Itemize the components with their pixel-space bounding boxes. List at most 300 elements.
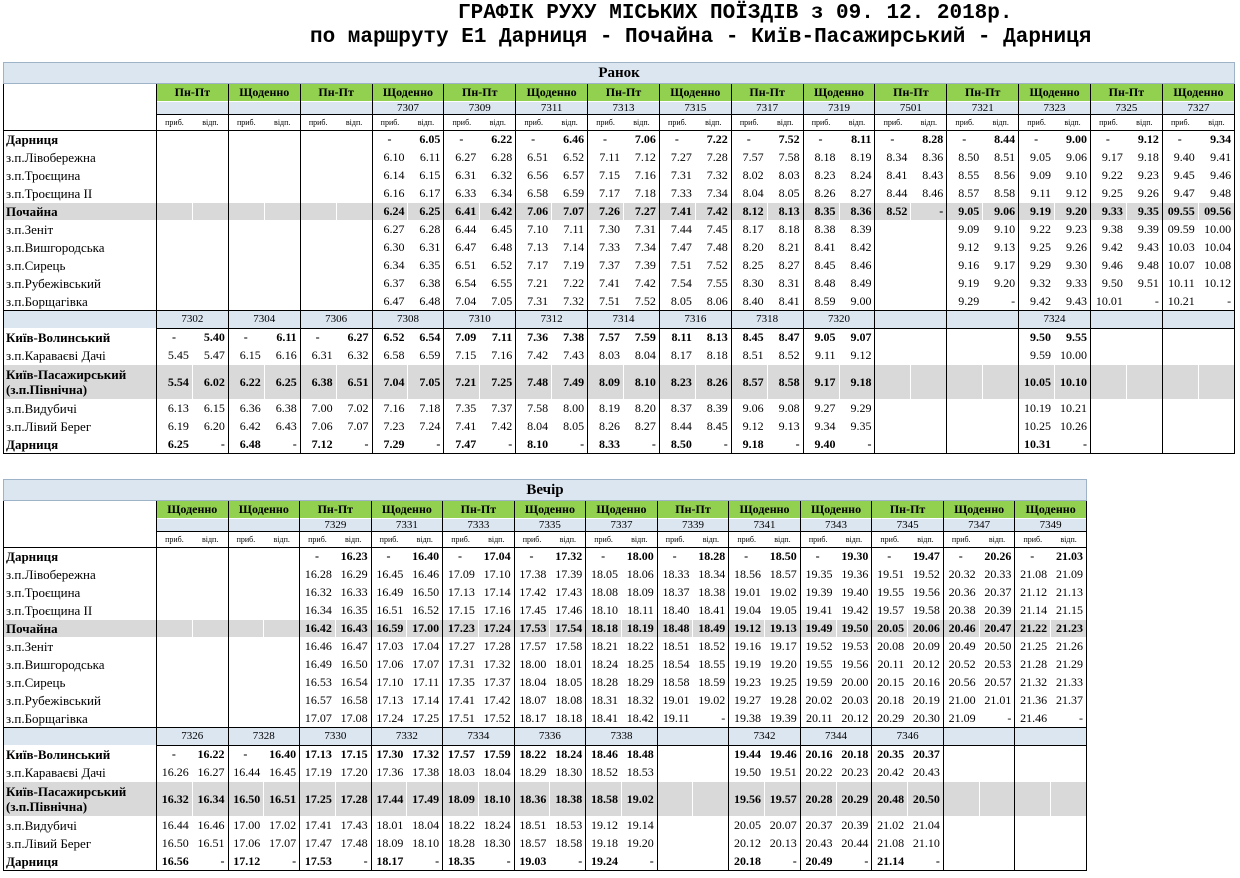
arrival-time: 6.27 [372, 221, 408, 239]
departure-time: 8.04 [623, 347, 659, 365]
arrival-time: 7.15 [588, 167, 624, 185]
departure-time: 7.38 [552, 329, 588, 347]
departure-time: 9.35 [1126, 203, 1162, 221]
train-days: Щоденно [659, 84, 731, 102]
arrival-time: 17.53 [300, 853, 336, 871]
departure-time [336, 275, 372, 293]
departure-time: 20.39 [836, 817, 872, 835]
departure-time: 9.00 [839, 293, 875, 311]
departure-time: - [1051, 710, 1087, 728]
arrival-time [228, 656, 264, 674]
arrival-label: приб. [586, 532, 622, 548]
arrival-time: 18.21 [586, 638, 622, 656]
departure-time: 6.55 [480, 275, 516, 293]
departure-time: 18.19 [621, 620, 657, 638]
train-days: Щоденно [514, 501, 586, 519]
station-name: з.п.Вишгородська [4, 239, 157, 257]
departure-time: 6.38 [408, 275, 444, 293]
train-number: 7332 [371, 728, 443, 746]
arrival-time: 6.38 [300, 365, 336, 400]
departure-time: 17.28 [478, 638, 514, 656]
arrival-time [157, 257, 193, 275]
arrival-time: 18.24 [586, 656, 622, 674]
departure-time: 6.35 [408, 257, 444, 275]
arrival-time [300, 167, 336, 185]
train-days: Щоденно [1162, 84, 1234, 102]
train-days: Пн-Пт [657, 501, 729, 519]
header-blank [4, 311, 157, 329]
train-number [157, 519, 229, 532]
departure-time [693, 782, 729, 817]
train-number: 7314 [588, 311, 660, 329]
arrival-time: 16.34 [300, 602, 336, 620]
arrival-time: 9.47 [1162, 185, 1198, 203]
train-number [943, 728, 1015, 746]
arrival-time: 16.44 [228, 764, 264, 782]
train-number: 7316 [659, 311, 731, 329]
departure-time: 9.18 [839, 365, 875, 400]
departure-time: 6.28 [408, 221, 444, 239]
train-number [875, 311, 947, 329]
departure-time: - [335, 853, 371, 871]
departure-time: - [836, 853, 872, 871]
departure-label: відп. [983, 115, 1019, 131]
departure-time: 19.42 [836, 602, 872, 620]
arrival-time [657, 746, 693, 764]
departure-time: 17.11 [407, 674, 443, 692]
arrival-time: 9.11 [803, 347, 839, 365]
departure-time [1198, 436, 1234, 454]
departure-time: 7.12 [623, 149, 659, 167]
departure-time: 21.10 [908, 835, 944, 853]
arrival-time: 8.48 [803, 275, 839, 293]
arrival-time: 21.32 [1015, 674, 1051, 692]
arrival-time [1015, 817, 1051, 835]
arrival-time [228, 185, 264, 203]
train-days: Щоденно [516, 84, 588, 102]
departure-time: - [911, 203, 947, 221]
arrival-time: 19.23 [729, 674, 765, 692]
departure-time: 8.13 [767, 203, 803, 221]
arrival-time: 7.21 [516, 275, 552, 293]
arrival-time: 7.57 [588, 329, 624, 347]
train-days: Пн-Пт [872, 501, 944, 519]
departure-time: 19.17 [765, 638, 801, 656]
arrival-time: 18.05 [586, 566, 622, 584]
departure-time: 9.17 [983, 257, 1019, 275]
departure-time: - [407, 853, 443, 871]
station-name: з.п.Видубичі [4, 400, 157, 418]
arrival-label: приб. [372, 115, 408, 131]
arrival-time: 6.30 [372, 239, 408, 257]
departure-time: 19.40 [836, 584, 872, 602]
arrival-time: 9.19 [1019, 203, 1055, 221]
arrival-time: 8.20 [731, 239, 767, 257]
departure-time: 9.35 [839, 418, 875, 436]
departure-time [264, 620, 300, 638]
departure-time [264, 149, 300, 167]
arrival-time: 8.26 [803, 185, 839, 203]
arrival-time: 18.01 [371, 817, 407, 835]
arrival-time: 20.11 [800, 710, 836, 728]
arrival-time: - [729, 548, 765, 566]
departure-time: 8.58 [767, 365, 803, 400]
arrival-time: 8.35 [803, 203, 839, 221]
departure-time [911, 275, 947, 293]
arrival-time: 6.44 [444, 221, 480, 239]
arrival-time: - [1090, 131, 1126, 149]
departure-time [911, 293, 947, 311]
arrival-time: 6.31 [300, 347, 336, 365]
train-days: Щоденно [729, 501, 801, 519]
departure-time [336, 149, 372, 167]
departure-time [1126, 400, 1162, 418]
arrival-time: 7.41 [444, 418, 480, 436]
arrival-time [300, 293, 336, 311]
arrival-time: 21.22 [1015, 620, 1051, 638]
arrival-time: 17.27 [443, 638, 479, 656]
train-number: 7315 [659, 102, 731, 115]
departure-time: - [192, 436, 228, 454]
train-days: Пн-Пт [443, 501, 515, 519]
station-name: з.п.Троєщина [4, 584, 157, 602]
arrival-time: 17.36 [371, 764, 407, 782]
train-days: Пн-Пт [1090, 84, 1162, 102]
train-days: Щоденно [157, 501, 229, 519]
arrival-time: 7.00 [300, 400, 336, 418]
arrival-time: 16.26 [157, 764, 193, 782]
departure-time: 7.37 [480, 400, 516, 418]
departure-time: 9.07 [839, 329, 875, 347]
train-number: 7302 [157, 311, 229, 329]
arrival-time: 9.29 [947, 293, 983, 311]
arrival-time: 9.18 [731, 436, 767, 454]
arrival-label: приб. [1019, 115, 1055, 131]
arrival-time [657, 853, 693, 871]
departure-time [264, 710, 300, 728]
arrival-time [875, 418, 911, 436]
arrival-time: 17.23 [443, 620, 479, 638]
departure-time [1126, 436, 1162, 454]
departure-time: 19.52 [908, 566, 944, 584]
arrival-time: 7.42 [516, 347, 552, 365]
departure-time: 10.00 [1055, 347, 1091, 365]
arrival-time: 19.59 [800, 674, 836, 692]
departure-time: 10.12 [1198, 275, 1234, 293]
arrival-time: 7.09 [444, 329, 480, 347]
arrival-time: 17.41 [443, 692, 479, 710]
departure-time: 9.08 [767, 400, 803, 418]
departure-time: 18.10 [407, 835, 443, 853]
departure-time [192, 275, 228, 293]
departure-time [1051, 835, 1087, 853]
departure-time: 8.46 [839, 257, 875, 275]
arrival-time [1162, 418, 1198, 436]
arrival-time: 16.46 [300, 638, 336, 656]
departure-time: 6.48 [480, 239, 516, 257]
departure-time: 8.05 [552, 418, 588, 436]
arrival-time: 21.14 [1015, 602, 1051, 620]
departure-time: 9.23 [1126, 167, 1162, 185]
departure-time: 20.37 [908, 746, 944, 764]
arrival-time: 8.26 [588, 418, 624, 436]
arrival-time [300, 275, 336, 293]
departure-time: 10.08 [1198, 257, 1234, 275]
departure-label: відп. [407, 532, 443, 548]
arrival-time: 7.47 [444, 436, 480, 454]
arrival-time: 9.19 [947, 275, 983, 293]
station-name: Почайна [4, 620, 157, 638]
arrival-time [943, 835, 979, 853]
arrival-time: 20.56 [943, 674, 979, 692]
departure-time: 17.38 [407, 764, 443, 782]
departure-time: 17.20 [335, 764, 371, 782]
arrival-time [875, 436, 911, 454]
departure-time [336, 185, 372, 203]
departure-time: 6.59 [552, 185, 588, 203]
departure-time: 17.39 [550, 566, 586, 584]
departure-time: - [908, 853, 944, 871]
departure-time [336, 203, 372, 221]
departure-time: 8.49 [839, 275, 875, 293]
departure-time: 6.32 [336, 347, 372, 365]
arrival-time: 17.53 [514, 620, 550, 638]
arrival-time: 7.54 [659, 275, 695, 293]
arrival-time: 7.10 [516, 221, 552, 239]
arrival-time: 16.59 [371, 620, 407, 638]
arrival-time: 6.54 [444, 275, 480, 293]
departure-time: 17.14 [478, 584, 514, 602]
arrival-time: 18.40 [657, 602, 693, 620]
arrival-label: приб. [444, 115, 480, 131]
departure-time: 20.00 [836, 674, 872, 692]
arrival-time: 17.03 [371, 638, 407, 656]
departure-time: 16.51 [192, 835, 228, 853]
arrival-time [875, 400, 911, 418]
arrival-time: 6.58 [516, 185, 552, 203]
train-days: Щоденно [1015, 501, 1087, 519]
departure-time [192, 674, 228, 692]
arrival-time: 7.31 [659, 167, 695, 185]
arrival-time: - [300, 548, 336, 566]
arrival-time: 17.09 [443, 566, 479, 584]
arrival-label: приб. [228, 532, 264, 548]
arrival-time: 7.41 [659, 203, 695, 221]
departure-time: 20.39 [979, 602, 1015, 620]
arrival-label: приб. [588, 115, 624, 131]
train-number: 7337 [586, 519, 658, 532]
arrival-time: 16.44 [157, 817, 193, 835]
departure-time: 18.08 [550, 692, 586, 710]
departure-time: 10.00 [1198, 221, 1234, 239]
departure-time: 8.06 [695, 293, 731, 311]
departure-time: - [480, 436, 516, 454]
arrival-time [300, 203, 336, 221]
arrival-time: 21.02 [872, 817, 908, 835]
departure-time: 18.18 [550, 710, 586, 728]
arrival-time [1015, 746, 1051, 764]
departure-time: 20.09 [908, 638, 944, 656]
arrival-time: 9.50 [1090, 275, 1126, 293]
departure-time: 17.25 [407, 710, 443, 728]
departure-time: 16.29 [335, 566, 371, 584]
arrival-time: 19.44 [729, 746, 765, 764]
arrival-time [157, 710, 193, 728]
arrival-time [875, 329, 911, 347]
arrival-time: 6.47 [444, 239, 480, 257]
departure-time: 8.42 [839, 239, 875, 257]
arrival-time: 19.39 [800, 584, 836, 602]
station-name: з.п.Зеніт [4, 638, 157, 656]
arrival-time: 7.17 [588, 185, 624, 203]
arrival-time: 9.17 [1090, 149, 1126, 167]
arrival-time: 6.33 [444, 185, 480, 203]
departure-time [264, 131, 300, 149]
departure-time: 9.26 [1055, 239, 1091, 257]
arrival-label: приб. [800, 532, 836, 548]
arrival-time: 8.37 [659, 400, 695, 418]
arrival-time: 8.57 [731, 365, 767, 400]
arrival-time: 9.17 [803, 365, 839, 400]
arrival-time [947, 365, 983, 400]
station-name: з.п.Лівобережна [4, 149, 157, 167]
train-number [300, 102, 372, 115]
arrival-time: 20.28 [800, 782, 836, 817]
arrival-time [947, 329, 983, 347]
arrival-time [943, 782, 979, 817]
departure-time [192, 221, 228, 239]
arrival-time: 10.19 [1019, 400, 1055, 418]
arrival-time [157, 548, 193, 566]
arrival-time [157, 584, 193, 602]
departure-time: 6.57 [552, 167, 588, 185]
departure-time: 9.48 [1198, 185, 1234, 203]
departure-time: - [839, 436, 875, 454]
train-number: 7338 [586, 728, 658, 746]
arrival-time: 18.33 [657, 566, 693, 584]
arrival-time: 8.44 [875, 185, 911, 203]
departure-time: 16.34 [192, 782, 228, 817]
departure-time: 8.03 [767, 167, 803, 185]
arrival-time: 19.27 [729, 692, 765, 710]
arrival-time [157, 620, 193, 638]
arrival-time: 8.50 [659, 436, 695, 454]
station-name: з.п.Рубежівський [4, 275, 157, 293]
departure-time [911, 257, 947, 275]
departure-time [693, 764, 729, 782]
departure-time: 18.38 [550, 782, 586, 817]
train-number: 7323 [1019, 102, 1091, 115]
departure-time: - [1126, 293, 1162, 311]
departure-time: 6.46 [552, 131, 588, 149]
arrival-time: 18.37 [657, 584, 693, 602]
arrival-time [947, 418, 983, 436]
departure-time: 7.43 [552, 347, 588, 365]
arrival-time: 18.22 [514, 746, 550, 764]
departure-time: 8.21 [767, 239, 803, 257]
departure-time: 18.38 [693, 584, 729, 602]
departure-time: 9.10 [983, 221, 1019, 239]
station-name: Київ-Волинський [4, 329, 157, 347]
arrival-time: 9.25 [1019, 239, 1055, 257]
departure-time [979, 817, 1015, 835]
departure-time: 21.01 [979, 692, 1015, 710]
arrival-time: 7.13 [516, 239, 552, 257]
arrival-time: 8.55 [947, 167, 983, 185]
departure-time: 16.27 [192, 764, 228, 782]
arrival-time: 18.31 [586, 692, 622, 710]
departure-time [1051, 746, 1087, 764]
arrival-label: приб. [729, 532, 765, 548]
arrival-time: 6.34 [372, 257, 408, 275]
departure-time: 8.28 [911, 131, 947, 149]
departure-time [911, 436, 947, 454]
arrival-time [947, 400, 983, 418]
departure-time: 20.06 [908, 620, 944, 638]
departure-time: 7.18 [623, 185, 659, 203]
arrival-time: 8.33 [588, 436, 624, 454]
departure-time: 20.33 [979, 566, 1015, 584]
departure-time: 20.53 [979, 656, 1015, 674]
train-number: 7501 [875, 102, 947, 115]
departure-time: 7.32 [552, 293, 588, 311]
train-number: 7346 [872, 728, 944, 746]
departure-time [1051, 817, 1087, 835]
arrival-time: 6.31 [444, 167, 480, 185]
train-number: 7324 [1019, 311, 1091, 329]
morning-schedule-table [3, 62, 1235, 454]
departure-time: 8.31 [767, 275, 803, 293]
departure-time: 18.25 [621, 656, 657, 674]
departure-time: - [192, 853, 228, 871]
departure-time: 6.34 [480, 185, 516, 203]
arrival-time: 7.11 [588, 149, 624, 167]
arrival-time: 18.58 [586, 782, 622, 817]
departure-time [192, 131, 228, 149]
departure-time: 17.07 [407, 656, 443, 674]
arrival-time [1090, 418, 1126, 436]
station-name: Дарниця [4, 853, 157, 871]
arrival-time: 7.57 [731, 149, 767, 167]
departure-time: 8.45 [695, 418, 731, 436]
arrival-time: 8.41 [875, 167, 911, 185]
departure-time: 7.02 [336, 400, 372, 418]
departure-time [192, 656, 228, 674]
departure-time: 6.05 [408, 131, 444, 149]
arrival-time: 16.51 [371, 602, 407, 620]
departure-time [264, 692, 300, 710]
departure-time: - [408, 436, 444, 454]
departure-time: 8.56 [983, 167, 1019, 185]
departure-time: 19.28 [765, 692, 801, 710]
departure-label: відп. [979, 532, 1015, 548]
arrival-time: 19.12 [729, 620, 765, 638]
departure-time: 6.43 [264, 418, 300, 436]
departure-time: 9.10 [1055, 167, 1091, 185]
train-number: 7306 [300, 311, 372, 329]
arrival-time: 17.25 [300, 782, 336, 817]
departure-time: 16.40 [264, 746, 300, 764]
arrival-time: 7.30 [588, 221, 624, 239]
departure-time: 7.05 [408, 365, 444, 400]
arrival-time: 17.06 [228, 835, 264, 853]
arrival-time [657, 764, 693, 782]
arrival-time: 6.56 [516, 167, 552, 185]
arrival-time: 20.11 [872, 656, 908, 674]
arrival-time: 9.50 [1019, 329, 1055, 347]
departure-time [979, 764, 1015, 782]
arrival-time: 19.03 [514, 853, 550, 871]
